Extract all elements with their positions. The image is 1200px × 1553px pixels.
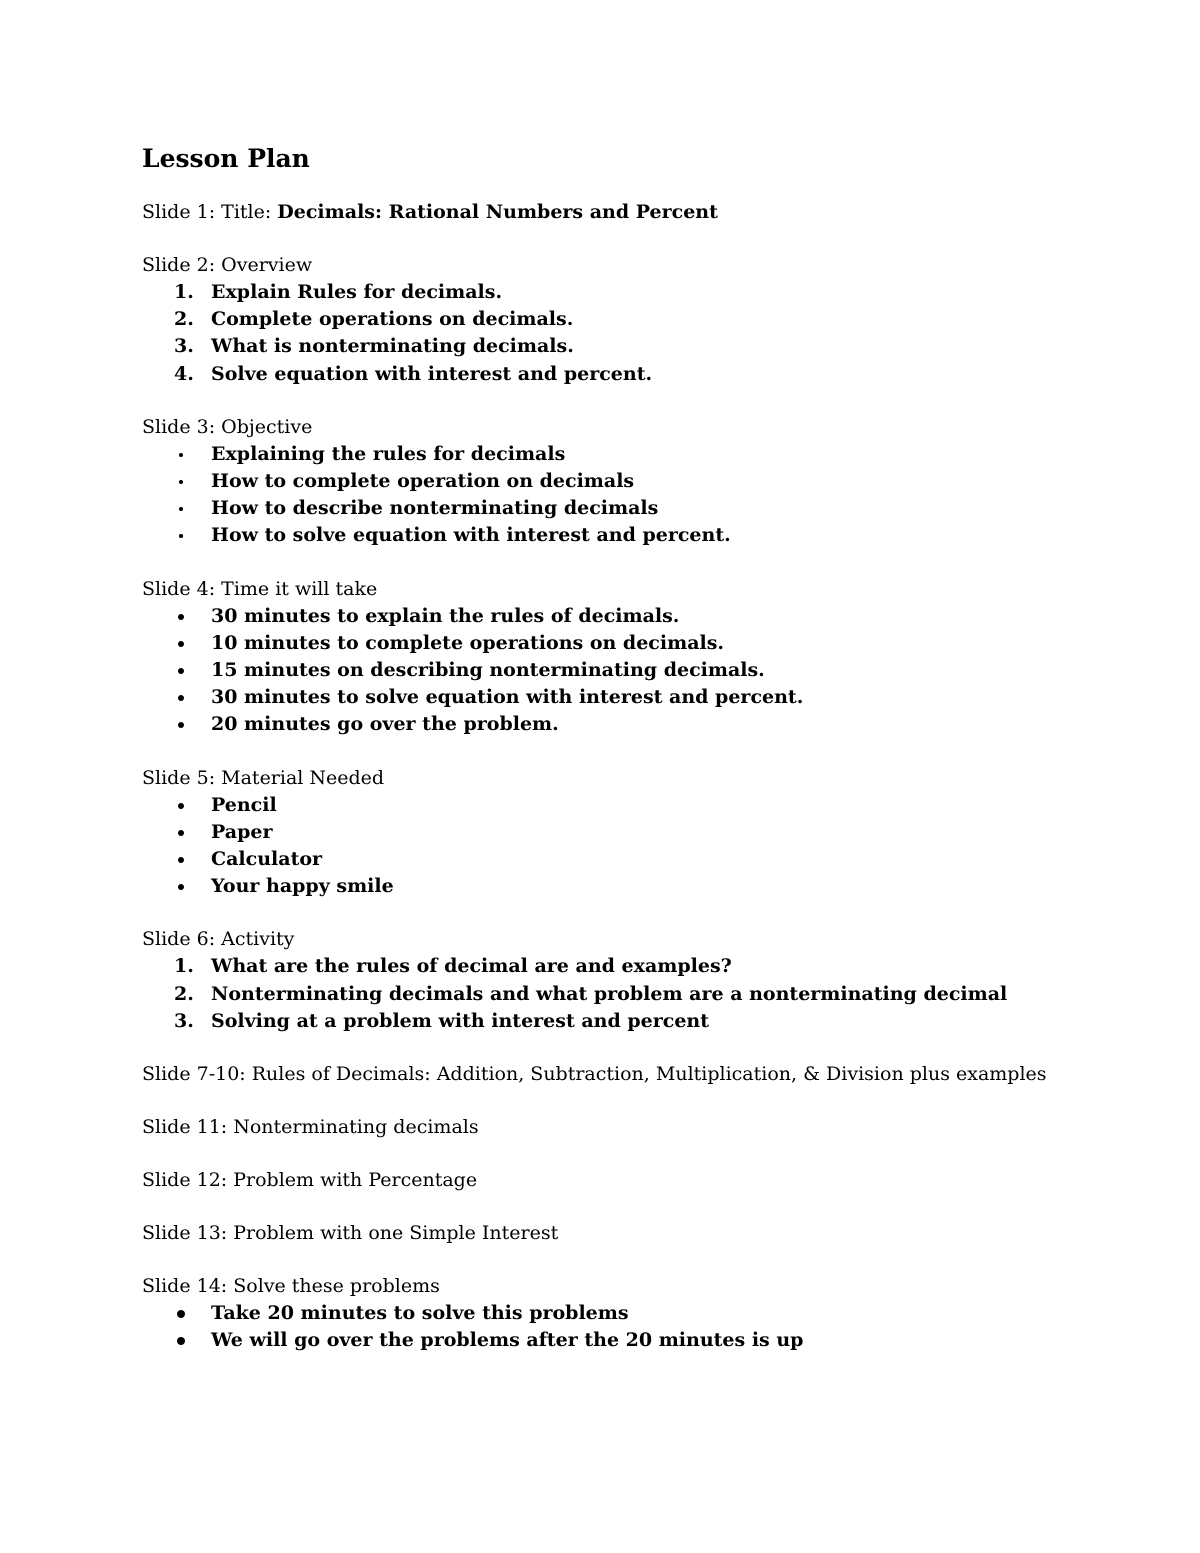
bullet-icon [178,695,184,701]
list-item-text: How to solve equation with interest and percent. [211,524,731,547]
list-item-text: Paper [211,820,273,843]
bullet-icon [178,803,184,809]
slide-2-heading: Slide 2: Overview [142,254,313,276]
bullet-icon [178,722,184,728]
document-body [142,141,1152,1380]
bullet-icon [178,614,184,620]
document-title: Lesson Plan [142,144,310,173]
slide-6-list [142,953,1152,1035]
list-item-text: Take 20 minutes to solve this problems [211,1302,629,1325]
slide-14-heading: Slide 14: Solve these problems [142,1275,440,1298]
slide-7-10-section [142,1061,1152,1088]
list-item [142,819,1152,846]
bullet-icon [179,534,183,538]
slide-12-section [142,1167,1152,1194]
list-item-text: Explain Rules for decimals. [211,281,503,303]
list-item [142,279,1152,306]
slide-5-heading: Slide 5: Material Needed [142,766,385,789]
bullet-icon [178,884,184,890]
list-number: 2. [174,982,194,1005]
slide-14-section [142,1273,1152,1354]
slide-4-heading: Slide 4: Time it will take [142,577,378,600]
list-item-text: How to complete operation on decimals [211,470,635,493]
list-item-text: 30 minutes to solve equation with interest and percent. [211,686,804,709]
list-item-text: Explaining the rules for decimals [211,442,566,465]
list-item-text: Your happy smile [211,875,394,898]
list-item [142,1327,1152,1354]
slide-2-list [142,279,1152,388]
slide-5-list [142,792,1152,901]
list-item [142,630,1152,657]
list-item-text: Solving at a problem with interest and percent [211,1009,710,1032]
list-item-text: 10 minutes to complete operations on decimals. [211,631,725,654]
slide-3-list [142,441,1152,550]
list-item-text: Complete operations on decimals. [211,308,574,331]
list-item-text: What is nonterminating decimals. [211,335,574,358]
slide-4-section [142,576,1152,739]
slide-1-heading [142,199,1152,226]
list-item [142,361,1152,388]
list-item-text: Nonterminating decimals and what problem are a nonterminating decimal [211,982,1008,1005]
list-item [142,468,1152,495]
list-number: 1. [174,955,194,978]
list-item [142,603,1152,630]
slide-11-heading: Slide 11: Nonterminating decimals [142,1116,479,1139]
list-item [142,306,1152,333]
list-item [142,953,1152,980]
slide-3-heading: Slide 3: Objective [142,415,313,438]
slide-7-10-heading: Slide 7-10: Rules of Decimals: Addition, Subtraction, Multiplication, & Division plus examples [142,1063,1047,1086]
slide-13-section [142,1220,1152,1247]
list-item [142,846,1152,873]
list-number: 2. [174,308,194,331]
slide-2-section [142,252,1152,388]
slide-4-list [142,603,1152,739]
list-number: 4. [174,362,194,385]
list-item [142,441,1152,468]
bullet-icon [179,480,183,484]
list-item [142,792,1152,819]
list-item [142,711,1152,738]
list-item-text: Pencil [211,793,277,816]
list-item [142,873,1152,900]
list-item [142,333,1152,360]
slide-3-section [142,414,1152,550]
slide-6-heading: Slide 6: Activity [142,928,295,951]
slide-12-heading: Slide 12: Problem with Percentage [142,1169,478,1192]
bullet-icon [178,641,184,647]
list-item [142,495,1152,522]
bullet-icon [177,1337,185,1345]
list-item [142,522,1152,549]
list-item [142,684,1152,711]
list-item-text: What are the rules of decimal are and examples? [211,955,732,978]
bullet-icon [177,1310,185,1318]
list-item-text: 15 minutes on describing nonterminating decimals. [211,659,765,682]
bullet-icon [179,453,183,457]
bullet-icon [178,668,184,674]
list-item [142,981,1152,1008]
slide-1-section [142,199,1152,226]
bullet-icon [178,830,184,836]
bullet-icon [179,507,183,511]
slide-13-heading: Slide 13: Problem with one Simple Interest [142,1222,559,1245]
list-item-text: How to describe nonterminating decimals [211,497,659,520]
slide-14-list [142,1300,1152,1354]
list-item-text: Calculator [211,848,323,871]
slide-5-section [142,765,1152,901]
list-number: 3. [174,335,194,358]
list-item-text: Solve equation with interest and percent. [211,362,653,385]
list-item-text: 30 minutes to explain the rules of decimals. [211,604,680,627]
list-number: 1. [174,281,194,303]
slide-11-section [142,1114,1152,1141]
list-item-text: We will go over the problems after the 20 minutes is up [211,1329,804,1352]
list-number: 3. [174,1009,194,1032]
list-item-text: 20 minutes go over the problem. [211,713,559,736]
list-item [142,1300,1152,1327]
bullet-icon [178,857,184,863]
list-item [142,657,1152,684]
slide-6-section [142,926,1152,1035]
list-item [142,1008,1152,1035]
slide-1-prefix: Slide 1: Title: [142,201,278,223]
slide-1-title: Decimals: Rational Numbers and Percent [277,201,718,223]
